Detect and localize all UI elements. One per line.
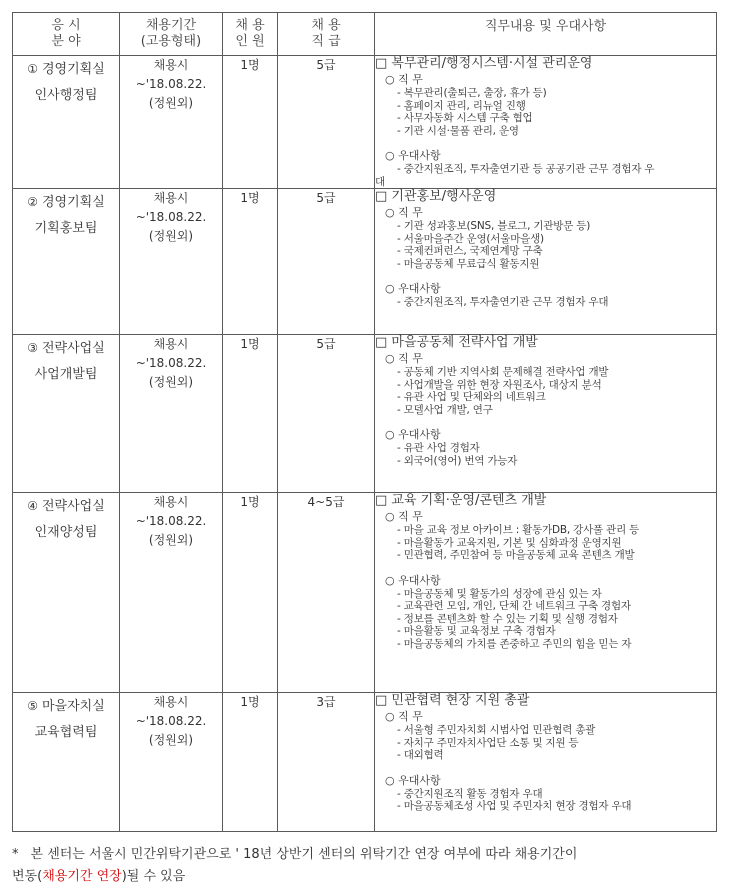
header-count: 채 용 인 원	[223, 13, 278, 56]
footnote-line-1: * 본 센터는 서울시 민간위탁기관으로 ' 18년 상반기 센터의 위탁기간 연장 여부에 따라 채용기간이	[12, 847, 578, 862]
pref-item: - 정보를 콘텐츠화 할 수 있는 기획 및 실행 경험자	[397, 612, 618, 625]
desc-cell	[375, 189, 717, 335]
pref-item: - 마을활동 및 교육정보 구축 경험자	[397, 625, 556, 637]
row-number: ③	[27, 341, 38, 355]
duty-item: - 마을 교육 정보 아카이브 : 활동가DB, 강사풀 관리 등	[397, 524, 640, 536]
duty-label: ○ 직 무	[385, 352, 423, 365]
duty-item: - 모델사업 개발, 연구	[397, 403, 493, 416]
count-cell: 1명	[223, 493, 278, 693]
period-cell	[120, 693, 223, 832]
job-title: □ 민관협력 현장 지원 총괄	[375, 693, 530, 708]
period-line: 채용시	[153, 337, 189, 351]
period-line: 채용시	[153, 695, 189, 709]
pref-item: - 유관 사업 경험자	[397, 442, 480, 454]
pref-label: ○ 우대사항	[385, 573, 441, 587]
duty-item: - 마을활동가 교육지원, 기본 및 심화과정 운영지원	[397, 536, 622, 549]
dept-team: 인사행정팀	[34, 88, 98, 103]
duty-item: - 국제컨퍼런스, 국제연계망 구축	[397, 245, 543, 257]
dept-team: 사업개발팀	[34, 367, 98, 382]
pref-label: ○ 우대사항	[385, 773, 441, 787]
dept-team: 교육협력팀	[34, 725, 98, 740]
count-cell: 1명	[223, 56, 278, 189]
pref-item: 대	[375, 175, 385, 188]
duty-label: ○ 직 무	[385, 510, 423, 523]
dept-division: 마을자치실	[41, 699, 105, 714]
desc-cell	[375, 693, 717, 832]
duty-item: - 기관 시설·물품 관리, 운영	[397, 124, 519, 137]
desc-cell	[375, 493, 717, 693]
row-number: ①	[27, 62, 38, 76]
duty-item: - 서울마을주간 운영(서울마을생)	[397, 232, 544, 245]
grade-cell: 5급	[278, 335, 375, 493]
dept-division: 경영기획실	[41, 195, 105, 210]
table-row	[13, 189, 717, 335]
job-title: □ 교육 기획·운영/콘텐츠 개발	[375, 493, 547, 508]
job-title: □ 마을공동체 전략사업 개발	[375, 335, 538, 350]
job-title: □ 복무관리/행정시스템·시설 관리운영	[375, 56, 593, 71]
duty-item: - 사무자동화 시스템 구축 협업	[397, 112, 533, 124]
period-cell	[120, 189, 223, 335]
pref-label: ○ 우대사항	[385, 282, 441, 295]
table-row	[13, 693, 717, 832]
duty-item: - 유관 사업 및 단체와의 네트워크	[397, 391, 546, 403]
grade-cell: 3급	[278, 693, 375, 832]
duty-item: - 복무관리(출퇴근, 출장, 휴가 등)	[397, 87, 547, 99]
pref-item: - 교육관련 모임, 개인, 단체 간 네트워크 구축 경험자	[397, 600, 631, 612]
pref-item: - 중간지원조직 활동 경험자 우대	[397, 787, 543, 800]
duty-label: ○ 직 무	[385, 206, 423, 219]
period-line: (정원외)	[148, 96, 194, 110]
count-cell: 1명	[223, 335, 278, 493]
period-line: (정원외)	[148, 533, 194, 547]
duty-item: - 서울형 주민자치회 시범사업 민관협력 총괄	[397, 724, 596, 736]
desc-cell	[375, 56, 717, 189]
dept-cell	[13, 56, 120, 189]
duty-item: - 홈페이지 관리, 리뉴얼 진행	[397, 99, 526, 112]
pref-item: - 마을공동체조성 사업 및 주민자치 현장 경험자 우대	[397, 800, 632, 812]
period-line: ~'18.08.22.	[135, 210, 207, 224]
job-title: □ 기관홍보/행사운영	[375, 189, 497, 204]
dept-division: 전략사업실	[41, 341, 105, 356]
duty-item: - 마을공동체 무료급식 활동지원	[397, 257, 540, 270]
job-table	[12, 12, 717, 832]
header-period: 채용기간 (고용형태)	[120, 13, 223, 56]
period-line: 채용시	[153, 58, 189, 72]
dept-cell	[13, 335, 120, 493]
grade-cell: 4~5급	[278, 493, 375, 693]
table-row	[13, 493, 717, 693]
pref-label: ○ 우대사항	[385, 149, 441, 162]
pref-item: - 마을공동체의 가치를 존중하고 주민의 힘을 믿는 자	[397, 637, 632, 650]
duty-item: - 공동체 기반 지역사회 문제해결 전략사업 개발	[397, 366, 609, 378]
pref-item: - 마을공동체 및 활동가의 성장에 관심 있는 자	[397, 587, 602, 600]
row-number: ②	[27, 195, 38, 209]
duty-label: ○ 직 무	[385, 710, 423, 723]
duty-item: - 대외협력	[397, 749, 444, 761]
pref-item: - 외국어(영어) 번역 가능자	[397, 454, 518, 467]
period-line: 채용시	[153, 495, 189, 509]
header-desc: 직무내용 및 우대사항	[375, 13, 717, 56]
duty-item: - 자치구 주민자치사업단 소통 및 지원 등	[397, 736, 579, 749]
period-line: ~'18.08.22.	[135, 356, 207, 370]
period-line: ~'18.08.22.	[135, 77, 207, 91]
dept-team: 인재양성팀	[34, 525, 98, 540]
dept-division: 전략사업실	[41, 499, 105, 514]
period-line: ~'18.08.22.	[135, 514, 207, 528]
desc-cell	[375, 335, 717, 493]
header-dept: 응 시 분 야	[13, 13, 120, 56]
period-line: ~'18.08.22.	[135, 714, 207, 728]
period-line: (정원외)	[148, 733, 194, 747]
row-number: ⑤	[27, 699, 38, 713]
pref-item: - 중간지원조직, 투자출연기관 근무 경험자 우대	[397, 296, 609, 308]
row-number: ④	[27, 499, 38, 513]
grade-cell: 5급	[278, 189, 375, 335]
duty-item: - 민관협력, 주민참여 등 마을공동체 교육 콘텐츠 개발	[397, 549, 635, 561]
dept-cell	[13, 189, 120, 335]
count-cell: 1명	[223, 189, 278, 335]
pref-label: ○ 우대사항	[385, 428, 441, 441]
dept-cell	[13, 693, 120, 832]
period-cell	[120, 493, 223, 693]
table-row	[13, 335, 717, 493]
header-row	[13, 13, 717, 56]
footnote	[12, 844, 717, 888]
duty-item: - 기관 성과홍보(SNS, 블로그, 기관방문 등)	[397, 220, 591, 232]
count-cell: 1명	[223, 693, 278, 832]
period-cell	[120, 56, 223, 189]
duty-label: ○ 직 무	[385, 73, 423, 86]
header-grade: 채 용 직 급	[278, 13, 375, 56]
dept-cell	[13, 493, 120, 693]
period-cell	[120, 335, 223, 493]
period-line: (정원외)	[148, 375, 194, 389]
table-row	[13, 56, 717, 189]
dept-division: 경영기획실	[41, 62, 105, 77]
duty-item: - 사업개발을 위한 현장 자원조사, 대상지 분석	[397, 378, 602, 391]
grade-cell: 5급	[278, 56, 375, 189]
footnote-line-2: 변동(채용기간 연장)될 수 있음	[12, 869, 186, 884]
highlight-text: 채용기간 연장	[42, 869, 122, 884]
dept-team: 기획홍보팀	[34, 221, 98, 236]
pref-item: - 중간지원조직, 투자출연기관 등 공공기관 근무 경험자 우	[397, 163, 655, 175]
period-line: 채용시	[153, 191, 189, 205]
period-line: (정원외)	[148, 229, 194, 243]
